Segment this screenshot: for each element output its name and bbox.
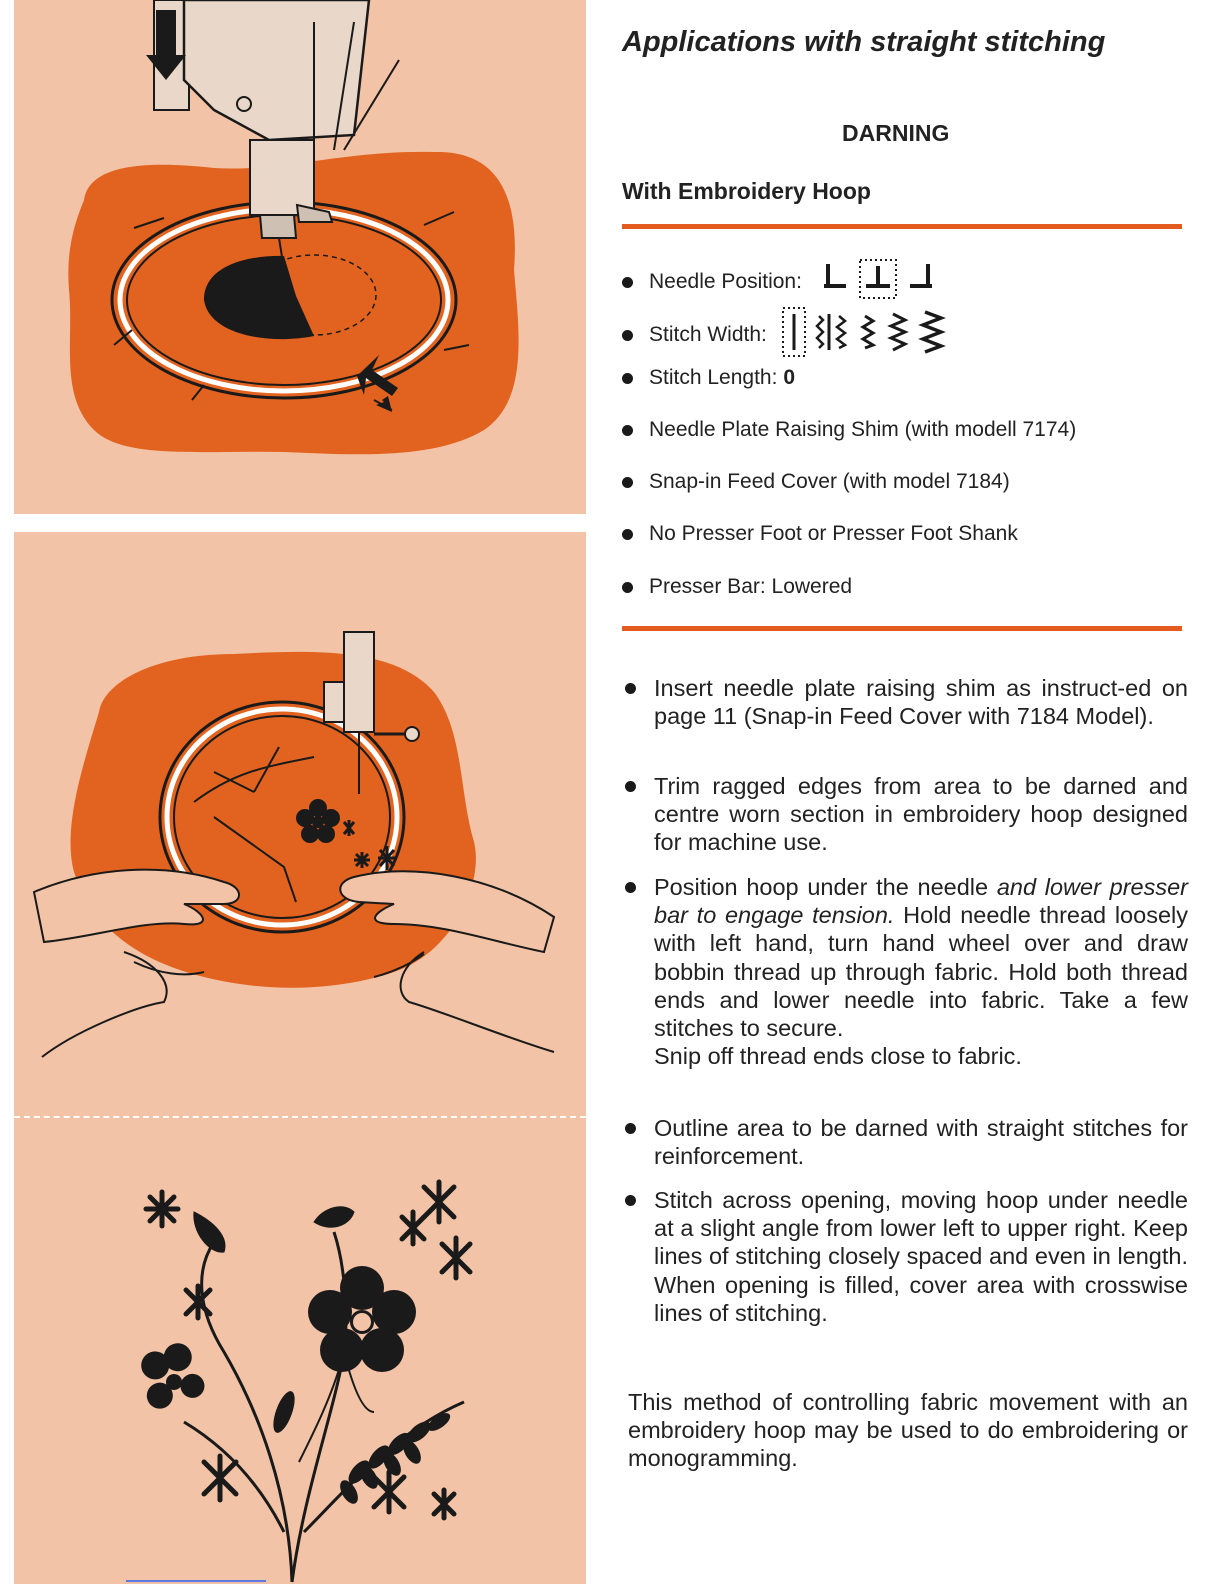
page-title: Applications with straight stitching	[622, 26, 1106, 58]
instruction-item	[622, 873, 1188, 1070]
instruction-text-part: Position hoop under the needle	[654, 874, 997, 900]
instruction-text: Insert needle plate raising shim as instruct-ed on page 11 (Snap-in Feed Cover with 7184 Model).	[654, 675, 1188, 730]
hands-hoop-flower-drawing	[14, 532, 586, 1584]
instruction-text-part: Hold needle thread loosely with left hand, turn hand wheel over and draw bobbin thread up through fabric. Hold both thread ends and lower needle into fabric. Take a few stitches to secure.	[654, 902, 1188, 1042]
instruction-item	[622, 1114, 1188, 1170]
instruction-text: Trim ragged edges from area to be darned and centre worn section in embroidery hoop designed for machine use.	[654, 773, 1188, 856]
needle-position-icon	[816, 258, 940, 306]
section-heading: DARNING	[842, 120, 950, 146]
subheading: With Embroidery Hoop	[622, 178, 871, 204]
setting-label: Needle Position:	[649, 270, 802, 293]
bullet-icon	[625, 781, 636, 792]
bullet-icon	[625, 683, 636, 694]
setting-label: Presser Bar: Lowered	[649, 575, 853, 598]
instruction-item	[622, 1186, 1188, 1327]
bullet-icon	[625, 1123, 636, 1134]
setting-feed-cover	[622, 470, 1010, 494]
orange-rule	[622, 626, 1182, 631]
setting-label: Needle Plate Raising Shim (with modell 7174)	[649, 418, 1077, 441]
text-column	[600, 0, 1224, 1584]
instruction-text	[654, 873, 1188, 1042]
bullet-icon	[622, 477, 633, 488]
dashed-divider	[14, 1116, 586, 1118]
setting-needle-position	[622, 258, 940, 306]
instruction-item	[622, 772, 1188, 857]
darning-hoop-illustration	[14, 0, 586, 514]
instruction-extra: Snip off thread ends close to fabric.	[654, 1043, 1022, 1070]
stitch-width-icon	[781, 306, 971, 364]
bullet-icon	[622, 425, 633, 436]
bullet-icon	[622, 330, 633, 341]
setting-label: No Presser Foot or Presser Foot Shank	[649, 522, 1018, 545]
bullet-icon	[625, 882, 636, 893]
closing-note: This method of controlling fabric movement with an embroidery hoop may be used to do embroidering or monogramming.	[628, 1389, 1188, 1472]
bullet-icon	[625, 1195, 636, 1206]
instruction-text: Outline area to be darned with straight stitches for reinforcement.	[654, 1115, 1188, 1170]
setting-presser-foot	[622, 522, 1018, 546]
setting-stitch-length	[622, 366, 795, 390]
orange-rule	[622, 224, 1182, 229]
setting-presser-bar	[622, 575, 852, 599]
sewing-machine-hoop-drawing	[14, 0, 586, 514]
bullet-icon	[622, 529, 633, 540]
blue-mark	[126, 1580, 266, 1582]
setting-label: Snap-in Feed Cover (with model 7184)	[649, 470, 1010, 493]
instruction-text: Stitch across opening, moving hoop under needle at a slight angle from lower left to upper right. Keep lines of stitching closely spaced and even in length. When opening is filled, cover area with crosswise lines of stitching.	[654, 1187, 1188, 1326]
bullet-icon	[622, 373, 633, 384]
stitch-length-value: 0	[783, 366, 796, 389]
instruction-item	[622, 674, 1188, 730]
setting-label: Stitch Length:	[649, 366, 778, 389]
illustration-column	[0, 0, 600, 1584]
setting-raising-shim	[622, 418, 1076, 442]
bullet-icon	[622, 277, 633, 288]
instruction-emphasis: and lower presser bar to engage tension.	[654, 874, 1188, 929]
setting-label: Stitch Width:	[649, 323, 767, 346]
setting-stitch-width	[622, 306, 971, 364]
bullet-icon	[622, 582, 633, 593]
embroidery-illustration	[14, 532, 586, 1584]
